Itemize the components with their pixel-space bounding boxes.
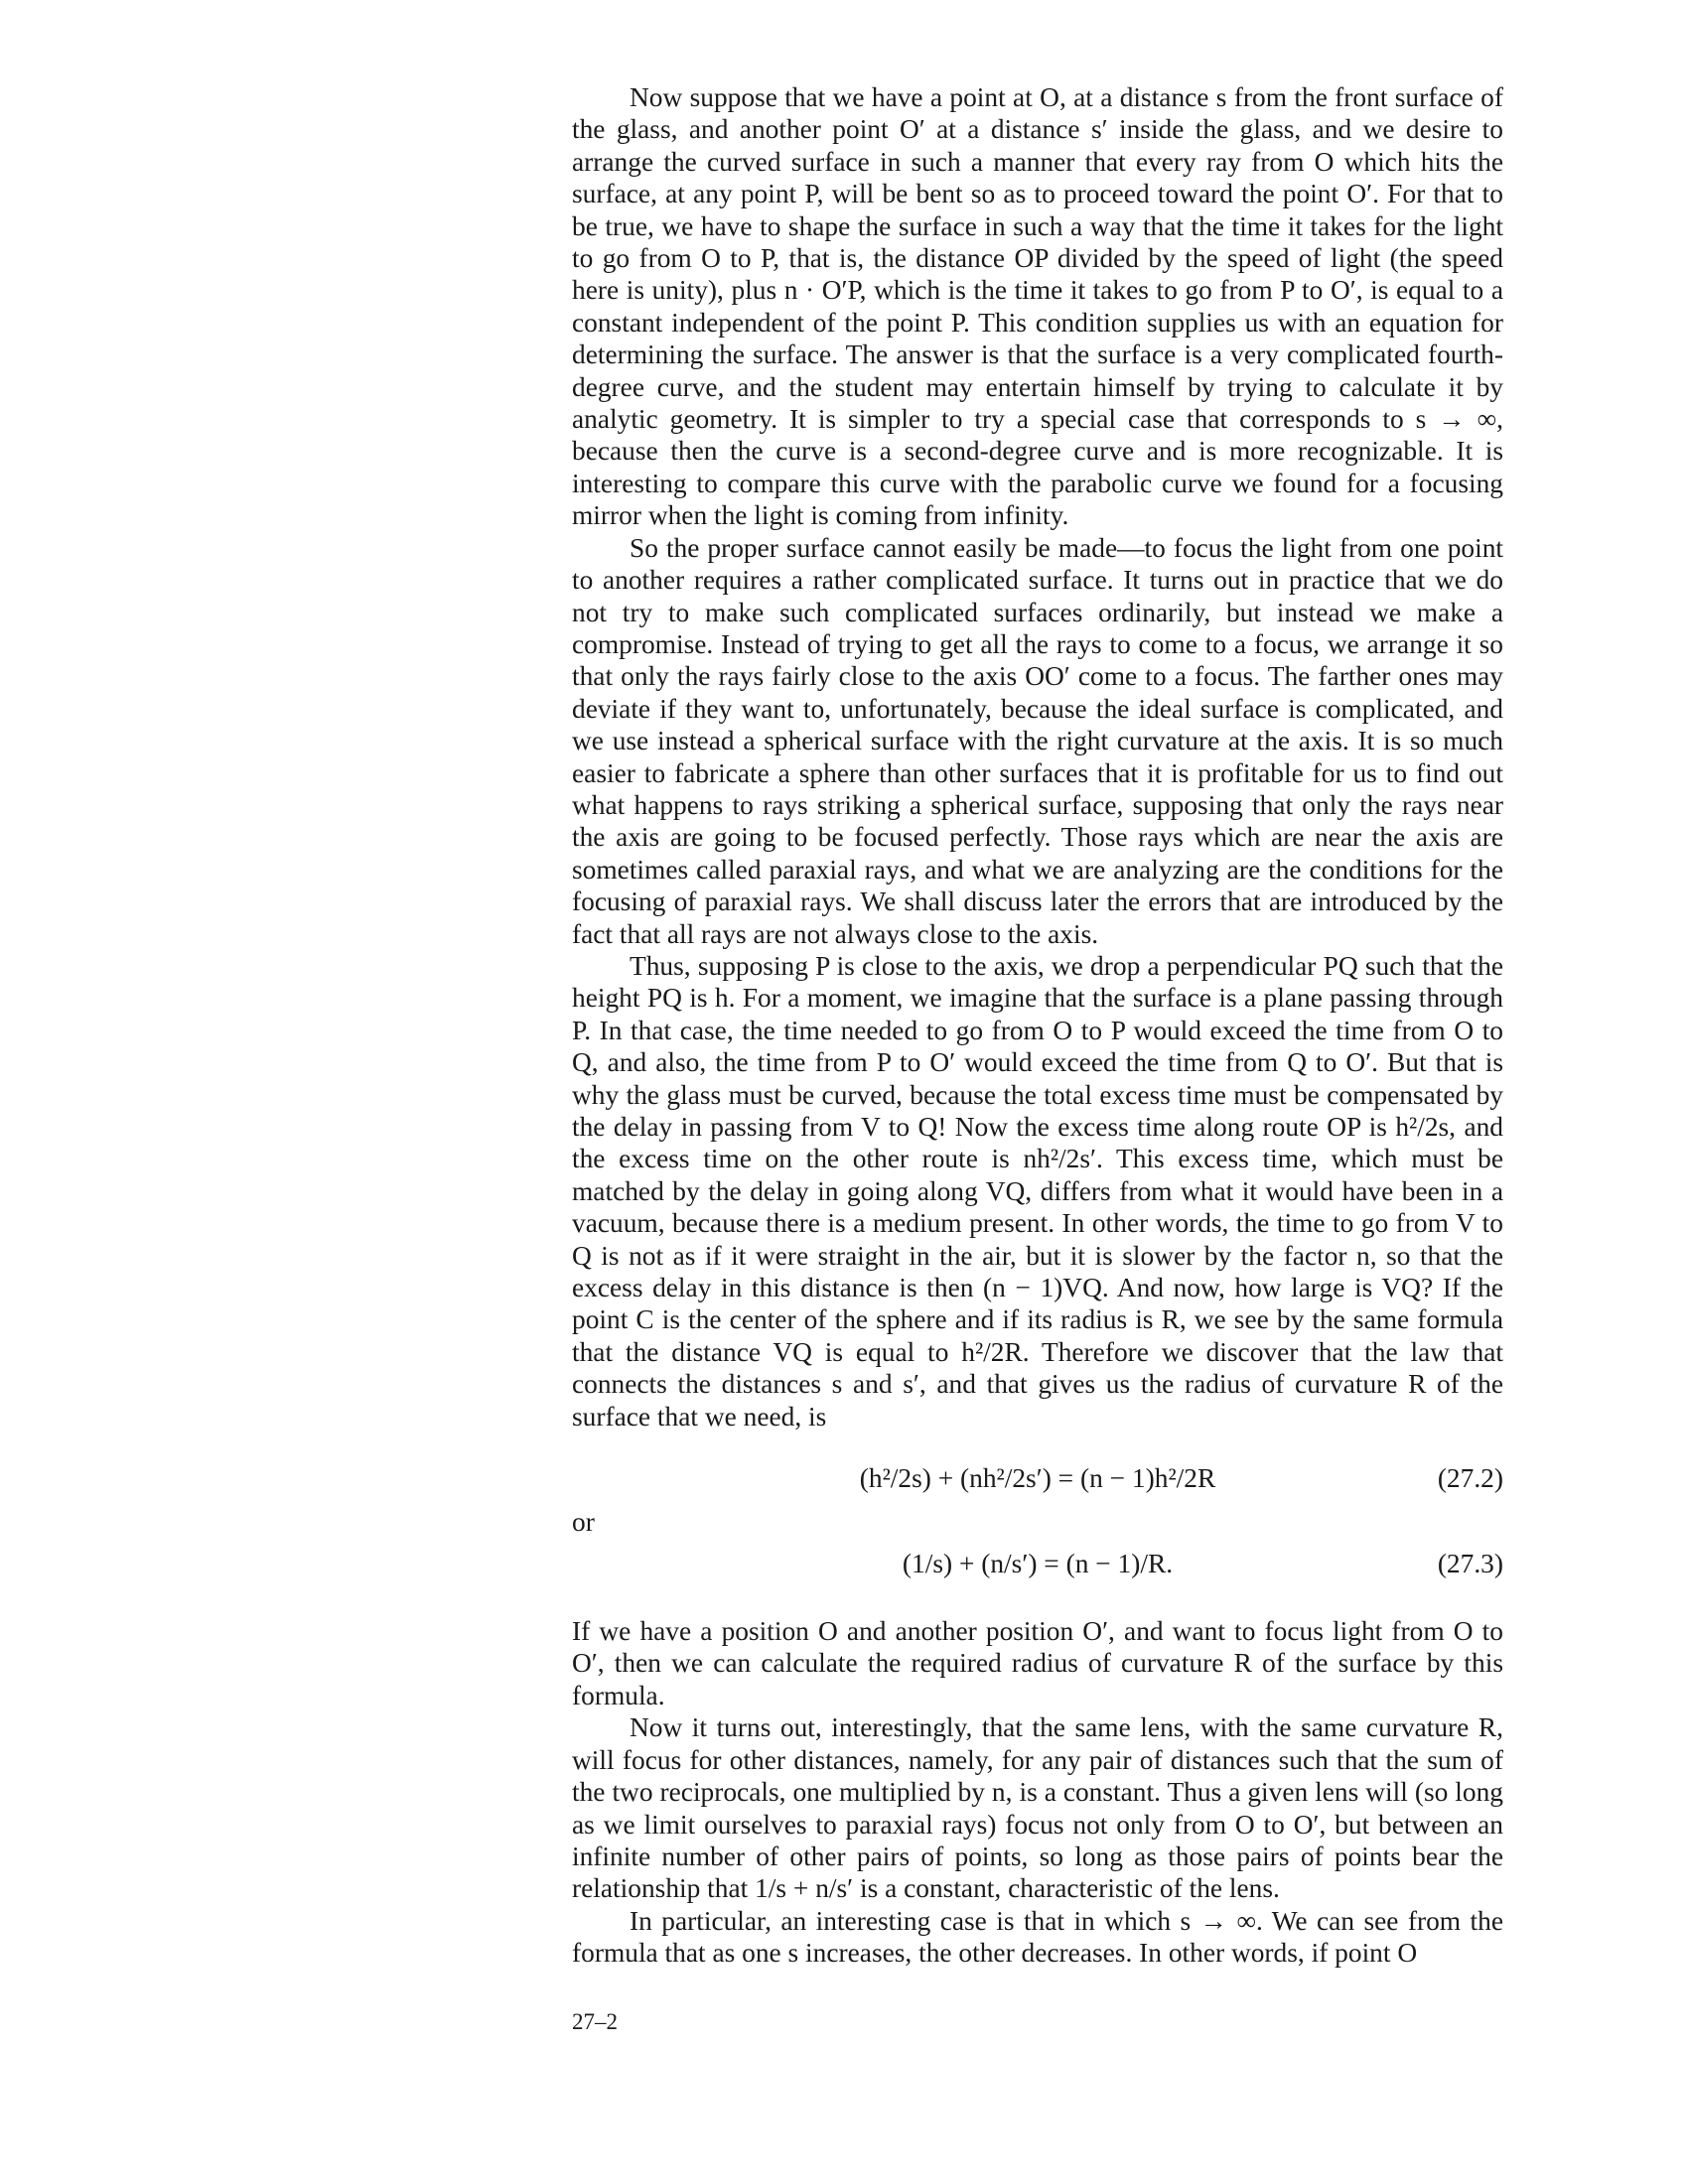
paragraph: So the proper surface cannot easily be made—to focus the light from one point to another requires a rather complicated surface. It turns out in practice that we do not try to make such complicated surfaces ordinarily, but instead we make a compromise. Instead of trying to get all the rays to come to a focus, we arrange it so that only the rays fairly close to the axis OO′ come to a focus. The farther ones may deviate if they want to, unfortunately, because the ideal surface is complicated, and we use instead a spherical surface with the right curvature at the axis. It is so much easier to fabricate a sphere than other surfaces that it is profitable for us to find out what happens to rays striking a spherical surface, supposing that only the rays near the axis are going to be focused perfectly. Those rays which are near the axis are sometimes called paraxial rays, and what we are analyzing are the conditions for the focusing of paraxial rays. We shall discuss later the errors that are introduced by the fact that all rays are not always close to the axis.	[572, 532, 1503, 949]
equation-number: (27.2)	[1437, 1463, 1503, 1494]
equation: (1/s) + (n/s′) = (n − 1)/R.	[902, 1549, 1174, 1579]
equation-row	[572, 1538, 1503, 1591]
paragraph: Now suppose that we have a point at O, at a distance s from the front surface of the glass, and another point O′ at a distance s′ inside the glass, and we desire to arrange the curved surface in such a manner that every ray from O which hits the surface, at any point P, will be bent so as to proceed toward the point O′. For that to be true, we have to shape the surface in such a way that the time it takes for the light to go from O to P, that is, the distance OP divided by the speed of light (the speed here is unity), plus n · O′P, which is the time it takes to go from P to O′, is equal to a constant independent of the point P. This condition supplies us with an equation for determining the surface. The answer is that the surface is a very complicated fourth-degree curve, and the student may entertain himself by trying to calculate it by analytic geometry. It is simpler to try a special case that corresponds to s → ∞, because then the curve is a second-degree curve and is more recognizable. It is interesting to compare this curve with the parabolic curve we found for a focusing mirror when the light is coming from infinity.	[572, 82, 1503, 531]
paragraph: Now it turns out, interestingly, that the same lens, with the same curvature R, will focus for other distances, namely, for any pair of distances such that the sum of the two reciprocals, one multiplied by n, is a constant. Thus a given lens will (so long as we limit ourselves to paraxial rays) focus not only from O to O′, but between an infinite number of other pairs of points, so long as those pairs of points bear the relationship that 1/s + n/s′ is a constant, characteristic of the lens.	[572, 1712, 1503, 1904]
equation-row	[572, 1452, 1503, 1506]
paragraph: If we have a position O and another position O′, and want to focus light from O to O′, then we can calculate the required radius of curvature R of the surface by this formula.	[572, 1616, 1503, 1710]
equation-number: (27.3)	[1437, 1549, 1503, 1579]
paragraph: Thus, supposing P is close to the axis, we drop a perpendicular PQ such that the height PQ is h. For a moment, we imagine that the surface is a plane passing through P. In that case, the time needed to go from O to P would exceed the time from O to Q, and also, the time from P to O′ would exceed the time from Q to O′. But that is why the glass must be curved, because the total excess time must be compensated by the delay in passing from V to Q! Now the excess time along route OP is h²/2s, and the excess time on the other route is nh²/2s′. This excess time, which must be matched by the delay in going along VQ, differs from what it would have been in a vacuum, because there is a medium present. In other words, the time to go from V to Q is not as if it were straight in the air, but it is slower by the factor n, so that the excess delay in this distance is then (n − 1)VQ. And now, how large is VQ? If the point C is the center of the sphere and if its radius is R, we see by the same formula that the distance VQ is equal to h²/2R. Therefore we discover that the law that connects the distances s and s′, and that gives us the radius of curvature R of the surface that we need, is	[572, 950, 1503, 1432]
connective-or: or	[572, 1507, 595, 1538]
paragraph: In particular, an interesting case is that in which s → ∞. We can see from the formula that as one s increases, the other decreases. In other words, if point O	[572, 1905, 1503, 1969]
text-column	[572, 81, 1503, 1970]
page-number: 27–2	[572, 2009, 618, 2034]
equation: (h²/2s) + (nh²/2s′) = (n − 1)h²/2R	[859, 1463, 1216, 1494]
